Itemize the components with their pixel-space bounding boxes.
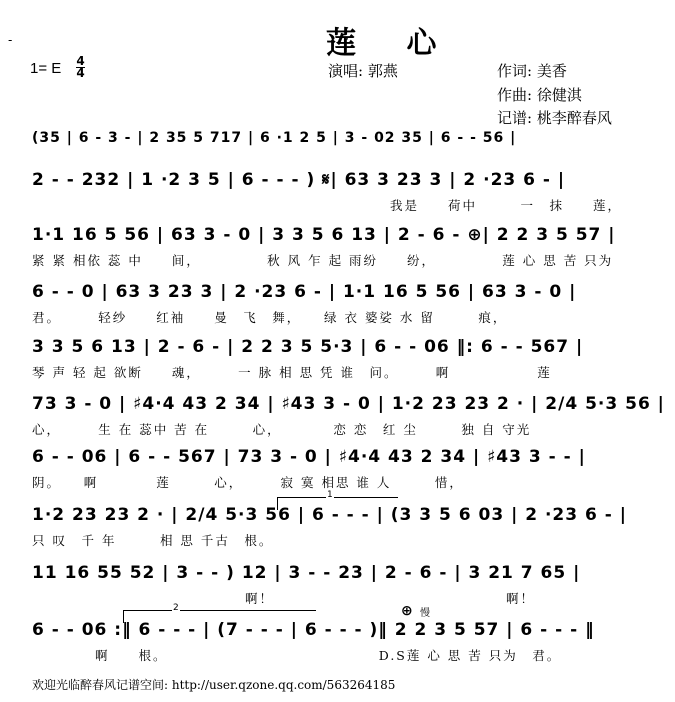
lyrics-line-8: 只 叹 千 年 相 思 千古 根。 <box>32 533 274 548</box>
lyricist: 作词: 美香 <box>497 62 567 80</box>
singer: 演唱: 郭燕 <box>328 62 398 80</box>
score-line-9: 11 16 55 52 | 3 - - ) 12 | 3 - - 23 | 2 - 6 - | 3 21 7 65 | <box>32 563 581 583</box>
score-line-5: 3 3 5 6 13 | 2 - 6 - | 2 2 3 5 5·3 | 6 - - 06 ‖: 6 - - 567 | <box>32 337 584 357</box>
time-signature <box>76 56 85 79</box>
lyrics-line-9: 啊！ 啊！ <box>245 591 536 606</box>
score-line-7: 6 - - 06 | 6 - - 567 | 73 3 - 0 | ♯4·4 43 2 34 | ♯43 3 - - | <box>32 447 586 467</box>
score-line-1: (35 | 6 - 3 - | 2 35 5 717 | 6 ·1 2 5 | 3 - 02 35 | 6 - - 56 | <box>32 130 517 146</box>
score-line-10: 6 - - 06 :‖ 6 - - - | (7 - - - | 6 - - - )‖ 2 2 3 5 57 | 6 - - - ‖ <box>32 620 595 640</box>
key-signature: 1= E <box>30 60 62 77</box>
lyrics-line-2: 我是 荷中 一 抹 莲， <box>390 198 623 213</box>
score-line-3: 1·1 16 5 56 | 63 3 - 0 | 3 3 5 6 13 | 2 - 6 - ⊕| 2 2 3 5 57 | <box>32 225 616 245</box>
lyrics-line-6: 心， 生 在 蕊中 苦 在 心， 恋 恋 红 尘 独 自 守光 <box>32 422 532 437</box>
time-bottom: 4 <box>76 66 85 80</box>
volta-2-label: 2 <box>173 603 179 613</box>
score-line-8: 1·2 23 23 2 · | 2/4 5·3 56 | 6 - - - | (3 3 5 6 03 | 2 ·23 6 - | <box>32 505 627 525</box>
volta-1-label: 1 <box>327 490 333 500</box>
page-mark: - <box>8 33 13 47</box>
score-line-2: 2 - - 232 | 1 ·2 3 5 | 6 - - - ) 𝄋| 63 3 23 3 | 2 ·23 6 - | <box>32 170 566 190</box>
tempo-slow-mark: 慢 <box>420 608 432 619</box>
score-line-6: 73 3 - 0 | ♯4·4 43 2 34 | ♯43 3 - 0 | 1·2 23 23 2 · | 2/4 5·3 56 | <box>32 394 665 414</box>
lyrics-line-3: 紧 紧 相依 蕊 中 间， 秋 风 乍 起 雨纷 纷， 莲 心 思 苦 只为 <box>32 253 614 268</box>
lyrics-line-5: 琴 声 轻 起 欲断 魂， 一 脉 相 思 凭 谁 问。 啊 莲 <box>32 365 552 380</box>
score-line-4: 6 - - 0 | 63 3 23 3 | 2 ·23 6 - | 1·1 16 5 56 | 63 3 - 0 | <box>32 282 577 302</box>
song-title: 莲 心 <box>326 26 457 61</box>
transcriber: 记谱: 桃李醉春风 <box>497 109 612 127</box>
lyrics-line-4: 君。 轻纱 红袖 曼 飞 舞， 绿 衣 婆娑 水 留 痕， <box>32 310 508 325</box>
composer: 作曲: 徐健淇 <box>497 86 582 104</box>
coda-sign-icon: ⊕ <box>401 603 413 619</box>
time-top: 4 <box>76 54 85 68</box>
lyrics-line-7: 阴。 啊 莲 心， 寂 寞 相思 谁 人 惜， <box>32 475 464 490</box>
footer-credit: 欢迎光临醉春风记谱空间: http://user.qzone.qq.com/563264185 <box>32 678 396 692</box>
lyrics-line-10: 啊 根。 D.S莲 心 思 苦 只为 君。 <box>95 648 562 663</box>
